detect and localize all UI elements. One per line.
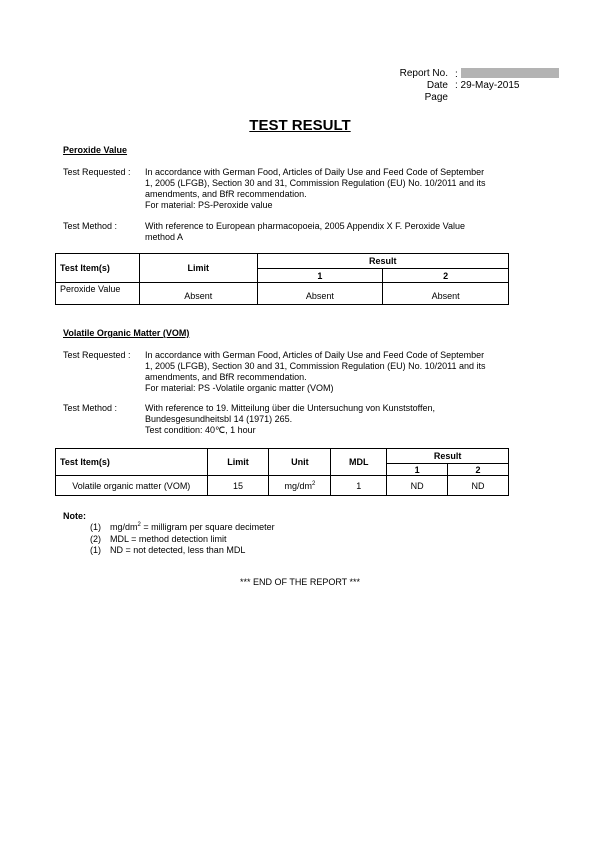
text-line: amendments, and BfR recommendation. — [145, 189, 307, 199]
cell-limit: 15 — [207, 476, 269, 496]
note-text: ND = not detected, less than MDL — [110, 545, 246, 555]
cell-result-1: ND — [387, 476, 448, 496]
text-line: For material: PS -Volatile organic matter (VOM) — [145, 383, 334, 393]
peroxide-section-title: Peroxide Value — [63, 145, 128, 155]
cell-result-1: Absent — [257, 283, 383, 305]
note-item — [90, 545, 275, 557]
peroxide-test-method-label: Test Method : — [63, 221, 118, 231]
header-result: Result — [387, 449, 509, 464]
note-item — [90, 534, 275, 546]
header-limit: Limit — [207, 449, 269, 476]
text-line: Bundesgesundheitsbl 14 (1971) 265. — [145, 414, 293, 424]
text-line: With reference to 19. Mitteilung über die Untersuchung von Kunststoffen, — [145, 403, 435, 413]
peroxide-test-method-text — [145, 221, 515, 243]
peroxide-table — [55, 253, 509, 305]
unit-superscript: 2 — [311, 480, 316, 487]
vom-table — [55, 448, 509, 496]
vom-test-requested-text — [145, 350, 515, 394]
header-result-2: 2 — [383, 269, 509, 283]
header-result: Result — [257, 254, 508, 269]
note-superscript: 2 — [137, 522, 141, 528]
cell-unit — [269, 476, 331, 496]
note-number: (1) — [90, 522, 101, 532]
header-mdl: MDL — [331, 449, 387, 476]
page-label: Page — [424, 92, 448, 103]
vom-test-requested-label: Test Requested : — [63, 350, 131, 360]
header-result-1: 1 — [387, 464, 448, 476]
date-label: Date — [426, 80, 448, 91]
note-number: (1) — [90, 545, 101, 555]
text-line: 1, 2005 (LFGB), Section 30 and 31, Commission Regulation (EU) No. 10/2011 and its — [145, 361, 486, 371]
header-result-2: 2 — [448, 464, 509, 476]
note-list — [90, 522, 275, 557]
end-of-report: *** END OF THE REPORT *** — [239, 577, 361, 587]
text-line: In accordance with German Food, Articles of Daily Use and Feed Code of September — [145, 167, 485, 177]
cell-item: Peroxide Value — [56, 283, 140, 305]
text-line: amendments, and BfR recommendation. — [145, 372, 307, 382]
cell-limit: Absent — [139, 283, 257, 305]
cell-result-2: Absent — [383, 283, 509, 305]
text-line: method A — [145, 232, 184, 242]
redaction-bar — [461, 68, 559, 78]
note-number: (2) — [90, 533, 101, 544]
text-line: With reference to European pharmacopoeia, 2005 Appendix X F. Peroxide Value — [145, 221, 466, 231]
cell-item: Volatile organic matter (VOM) — [56, 476, 208, 496]
header-limit: Limit — [139, 254, 257, 283]
header-test-items: Test Item(s) — [56, 449, 208, 476]
header-result-1: 1 — [257, 269, 383, 283]
peroxide-test-requested-text — [145, 167, 515, 211]
vom-test-method-text — [145, 403, 515, 436]
note-text: = milligram per square decimeter — [140, 522, 275, 532]
unit-base: mg/dm — [284, 480, 312, 491]
date-value: : 29-May-2015 — [455, 80, 520, 91]
table-row — [56, 283, 509, 305]
header-test-items: Test Item(s) — [56, 254, 140, 283]
vom-section-title: Volatile Organic Matter (VOM) — [63, 328, 190, 338]
report-no-label: Report No. — [399, 68, 448, 79]
page-title: TEST RESULT — [249, 117, 351, 134]
note-label: Note: — [63, 511, 86, 521]
header-unit: Unit — [269, 449, 331, 476]
text-line: For material: PS-Peroxide value — [145, 200, 273, 210]
note-text: MDL = method detection limit — [110, 533, 227, 544]
peroxide-test-requested-label: Test Requested : — [63, 167, 131, 177]
cell-mdl: 1 — [331, 476, 387, 496]
cell-result-2: ND — [448, 476, 509, 496]
table-row — [56, 476, 509, 496]
report-no-separator: : — [455, 69, 458, 80]
text-line: Test condition: 40℃, 1 hour — [145, 425, 256, 435]
note-item — [90, 522, 275, 534]
text-line: In accordance with German Food, Articles of Daily Use and Feed Code of September — [145, 350, 485, 360]
note-text: mg/dm — [110, 522, 138, 532]
vom-test-method-label: Test Method : — [63, 403, 118, 413]
text-line: 1, 2005 (LFGB), Section 30 and 31, Commission Regulation (EU) No. 10/2011 and its — [145, 178, 486, 188]
